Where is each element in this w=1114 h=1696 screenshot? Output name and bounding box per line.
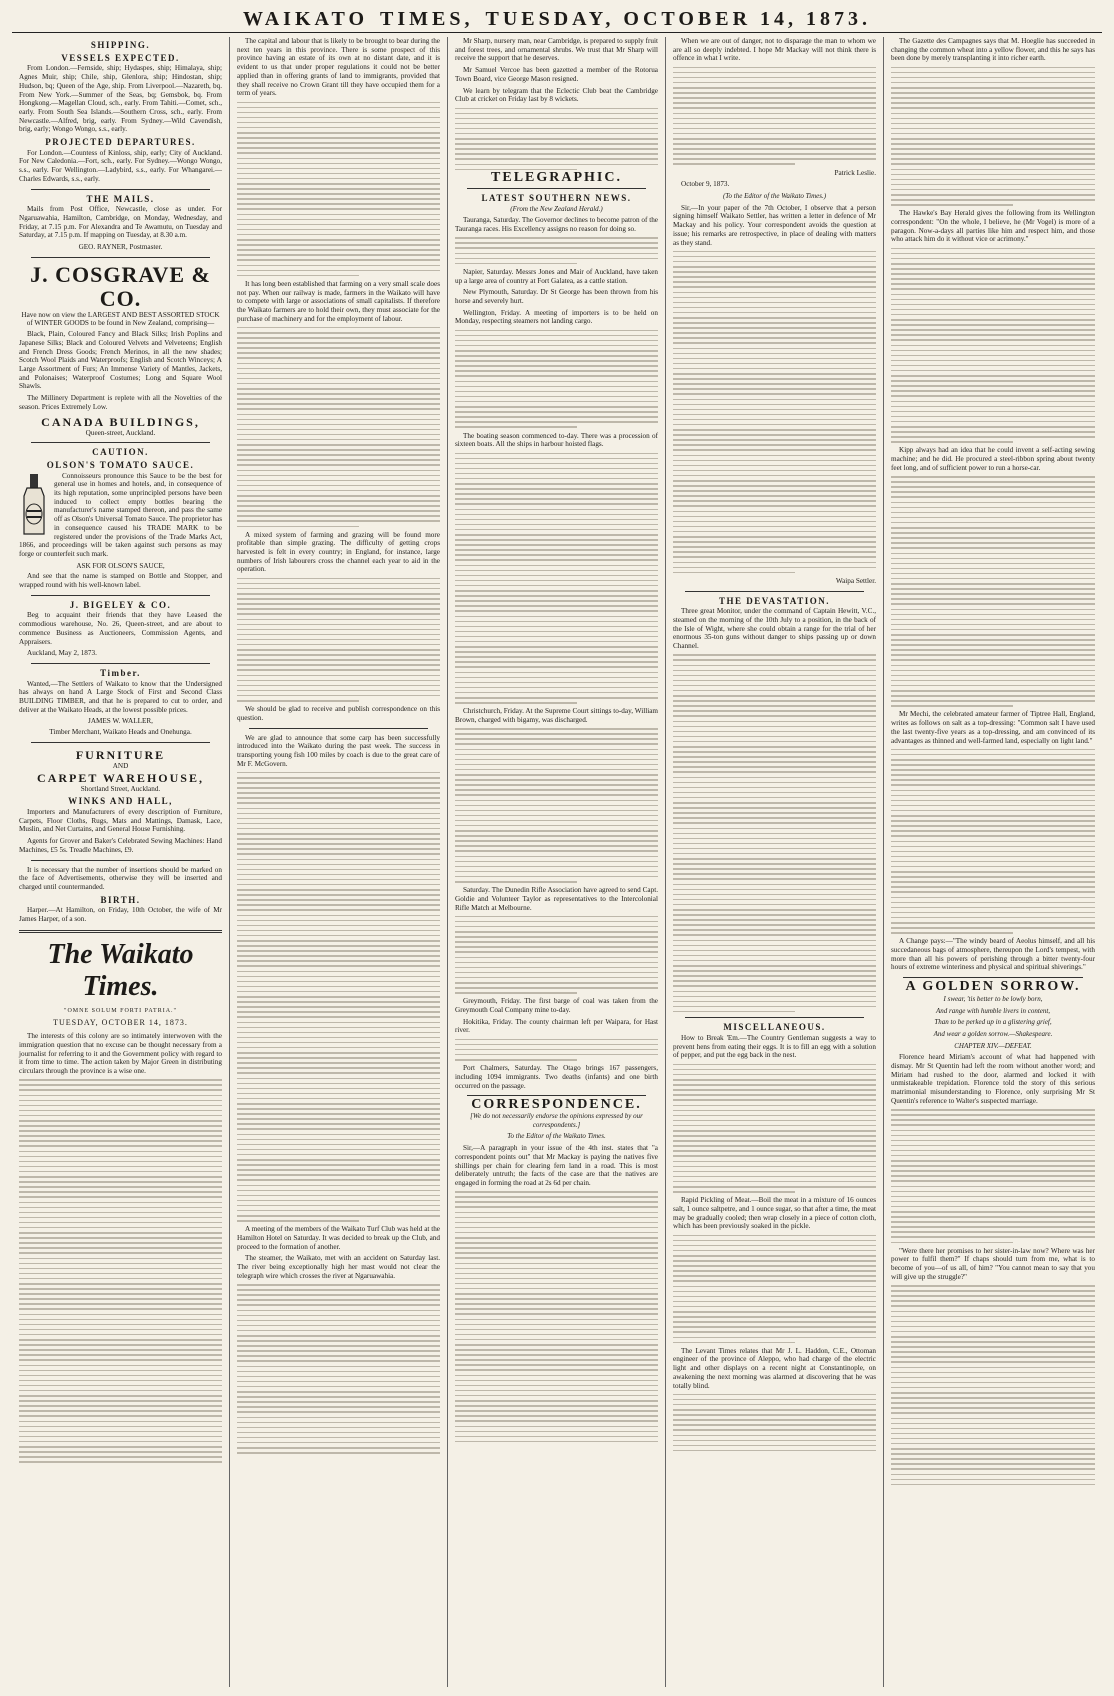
text-lines [673,67,876,165]
golden-sorrow-heading: A GOLDEN SORROW. [905,979,1081,995]
waller-name: JAMES W. WALLER, [88,717,153,726]
column-2 [230,37,448,1687]
letter2-body: Sir,—In your paper of the 7th October, I observe that a person signing himself Waikato Settler, has written a letter in defence of Mr Mackay and his policy. Your correspondent avoids the question at issue; his remarks are retrospective, in place of dealing with matters as they stand. [673,203,876,247]
boating-news: The boating season commenced to-day. There was a procession of sixteen boats. All the ships in harbour hoisted flags. [455,431,658,449]
masthead-times: TIMES, [380,7,474,30]
divider [903,977,1083,978]
furniture-advert [19,748,222,793]
divider [31,742,210,743]
furniture-address: Shortland Street, Auckland. [80,784,161,793]
column-1 [12,37,230,1687]
turf-club-news: A meeting of the members of the Waikato Turf Club was held at the Hamilton Hotel on Saturday. It was decided to break up the Club, and proceed to the formation of another. [237,1225,440,1251]
double-rule [19,930,222,933]
text-lines [455,1191,658,1442]
bigeley-body: Beg to acquaint their friends that they have Leased the commodious warehouse, No. 26, Queen-street, and are about to commence Business as Auctioneers, Commission Agents, and Appraisers. [19,611,222,646]
paper-date: TUESDAY, OCTOBER 14, 1873. [53,1018,188,1028]
masthead-date: TUESDAY, OCTOBER 14, 1873. [485,7,872,30]
misc-levant: The Levant Times relates that Mr J. L. Haddon, C.E., Ottoman engineer of the province of Aleppo, who had charge of the electric light and other displays on a recent night at Constantinople, on awakening the next morning was alarmed at discovering that he was totally blind. [673,1346,876,1390]
cosgrave-note: The Millinery Department is replete with all the Novelties of the season. Prices Extremely Low. [19,394,222,411]
birth-body: Harper.—At Hamilton, on Friday, 10th October, the wife of Mr James Harper, of a son. [19,906,222,924]
column-5 [884,37,1102,1687]
leader-paragraph-2: It has long been established that farming on a very small scale does not pay. When our railway is made, farmers in the Waikato will have to compete with large or associations of small capitalists. If therefore the Waikato farmers are to hold their own, they must associate for the purchase of machinery and for the employment of labour. [237,279,440,323]
sauce-bottle-illustration [19,474,49,536]
change-paragraph: A Change pays:—"The windy beard of Aeolus himself, and all his succedaneous bags of atmosphere, thereupon the Lord's tempest, with more than all his powers of perishing through a bitter twenty-four hours of extreme winteriness and physical and spiritual shiverings." [891,937,1095,972]
paper-title: The Waikato Times. [47,938,194,1002]
text-lines [237,772,440,1222]
misc-pickling: Rapid Pickling of Meat.—Boil the meat in a mixture of 16 ounces salt, 1 ounce saltpetre, and 1 ounce sugar, so that after a time, the meat may be gradually cooled; then wrap closely in a piece of cotton cloth, which has been previously soaked in the pickle. [673,1196,876,1231]
devastation-heading: THE DEVASTATION. [718,595,831,606]
divider [685,1017,864,1018]
vessels-heading: VESSELS EXPECTED. [61,52,180,63]
new-plymouth-news: New Plymouth, Saturday. Dr St George has been thrown from his horse and severely hurt. [455,288,658,305]
column-3 [448,37,666,1687]
hokitika-news: Hokitika, Friday. The county chairman left per Waipara, for Hast river. [455,1017,658,1035]
masthead [12,6,1102,33]
text-lines [455,916,658,994]
carp-paragraph: We are glad to announce that some carp has been successfully introduced into the Waikato during the past week. The success in transporting young fish 100 miles by coach is due to the great care of Mr F. McGovern. [237,733,440,768]
canada-buildings-street: Queen-street, Auckland. [85,428,156,437]
dunedin-news: Saturday. The Dunedin Rifle Association have agreed to send Capt. Goldie and Volunteer Taylor as representatives to the Intercolonial Rifle Match at Melbourne. [455,886,658,912]
correspondence-continued: When we are out of danger, not to disparage the man to whom we are all so deeply indebted. I hope Mr Mackay will not think there is offence in what I write. [673,37,876,63]
text-lines [673,1394,876,1452]
divider [31,189,210,190]
latest-news-source: (From the New Zealand Herald.) [510,204,603,213]
text-lines [237,578,440,702]
olson-footer: And see that the name is stamped on Bottle and Stopper, and wrapped round with his well-known label. [19,572,222,590]
divider [249,728,428,729]
text-lines [237,327,440,527]
wellington-news: Wellington, Friday. A meeting of importers is to be held on Monday, respecting steamers not landing cargo. [455,308,658,326]
divider [31,663,210,664]
leader-paragraph-3: A mixed system of farming and grazing will be found more profitable than simple grazing. The difficulty of getting crops harvested is felt in every country; in England, for instance, large numbers of Irish labourers cross the channel each year to aid in the operation. [237,530,440,574]
vessels-list: From London.—Fernside, ship; Hydaspes, ship; Himalaya, ship; Agnes Muir, ship; Chile, ship, Glenlora, ship; Hindostan, ship; Hudson, bq; Queen of the Age, ship. From Liverpool.—Nazareth, bq. From New York.—Summer of the Seas, bq; Gemsbok, bq. From Hongkong.—Magellan Cloud, sch., early. From Tahiti.—Comet, sch., early. From South Sea Islands.—Southern Cross, sch., early. From Newcastle.—Alfred, brig, early. From Sydney.—Wild Cavendish, brig, early; Wongo Wongo, s.s., early. [19,64,222,134]
chapter-heading: CHAPTER XIV.—DEFEAT. [954,1041,1032,1050]
kipp-paragraph: Kipp always had an idea that he could invent a self-acting sewing machine; and he did. He procured a steel-ribbon spring about twenty feet long, and of sufficient power to run a horse-car. [891,446,1095,472]
letter2-signature: Waipa Settler. [835,576,876,585]
columns [12,37,1102,1687]
leader-paragraph-1: The capital and labour that is likely to be brought to bear during the next ten years in this province. There is some prospect of this province having an estate of its own at no distant date, and it is evident to us that under proper regulations it could not be better applied than in offering grants of land to immigrants, provided that they shall receive no Crown Grant till they have occupied them for a term of years. [237,37,440,98]
furniture-and: AND [112,761,129,770]
insertions-notice: It is necessary that the number of insertions should be marked on the face of Advertisements, otherwise they will be inserted and charged until countermanded. [19,865,222,891]
timber-heading: Timber. [100,667,141,678]
cosgrave-goods-list: Black, Plain, Coloured Fancy and Black Silks; Irish Poplins and Japanese Silks; Black and Coloured Velvets and Velveteens; English and French Dress Goods; French Merinos, in all the new shades; Scotch Wool Plaids and Waterproofs; English and Scotch Winceys; A Large Assortment of Furs; An Immense Variety of Mantles, Jackets, and Polonaises; Waterproof Costumes; Long and Square Wool Shawls. [19,330,222,391]
tauranga-news: Tauranga, Saturday. The Governor declines to become patron of the Tauranga races. His Excellency assigns no reason for doing so. [455,216,658,233]
birth-heading: BIRTH. [100,894,141,905]
leader-opening: The interests of this colony are so intimately interwoven with the immigration question that no excuse can be thought necessary from a journalist for referring to it and the Government policy with regard to it from time to time. The action taken by Major Green in distributing circulars through the province is a wise one. [19,1032,222,1075]
story-paragraph-1: Florence heard Miriam's account of what had happened with dismay. Mr St Quentin had left the room without another word; and Miriam had rushed to the door, alarmed and locked it with unmistakeable trepidation. Florence told the story of this serious matrimonial misunderstanding to Florence, only surprising Mr St Quentin's reference to Walter's suspected marriage. [891,1053,1095,1105]
verse-line-4: And wear a golden sorrow.—Shakespeare. [933,1029,1053,1038]
telegraphic-heading: TELEGRAPHIC. [491,170,622,186]
waller-address: Timber Merchant, Waikato Heads and Onehunga. [49,728,192,737]
column-4 [666,37,884,1687]
letter-date: October 9, 1873. [681,180,730,189]
verse-line-3: Than to be perked up in a glistering grief, [934,1018,1052,1027]
timber-body: Wanted,—The Settlers of Waikato to know that the Undersigned has always on hand A Large Stock of First and Second Class BUILDING TIMBER, and that he is prepared to cut to order, and deliver at the Waikato Heads, at the lowest possible prices. [19,679,222,714]
divider [467,1095,646,1096]
greymouth-news: Greymouth, Friday. The first barge of coal was taken from the Greymouth Coal Company mine to-day. [455,997,658,1014]
port-chalmers-news: Port Chalmers, Saturday. The Otago brings 167 passengers, including 1094 immigrants. Two deaths (infants) and one birth occurred on the passage. [455,1064,658,1090]
text-lines [891,1285,1095,1485]
text-lines [891,1109,1095,1243]
napier-news: Napier, Saturday. Messrs Jones and Mair of Auckland, have taken up a large area of country at Fort Galatea, as a cattle station. [455,267,658,285]
christchurch-news: Christchurch, Friday. At the Supreme Court sittings to-day, William Brown, charged with bigamy, was discharged. [455,707,658,724]
text-lines [455,330,658,428]
divider [467,188,646,189]
text-lines [673,251,876,573]
divider [685,591,864,592]
text-lines [19,1079,222,1463]
paper-motto: "OMNE SOLUM FORTI PATRIA." [64,1007,177,1014]
text-lines [455,453,658,704]
text-lines [891,476,1095,707]
divider [31,860,210,861]
winks-heading: WINKS AND HALL, [68,796,173,807]
bigeley-name: J. BIGELEY & CO. [69,599,172,610]
text-lines [891,248,1095,443]
correspondence-body: Sir,—A paragraph in your issue of the 4th inst. states that "a correspondent points out" that Mr Mackay is paying the natives five shillings per chain for clearing fern land in a road. This is most deliberately untruth; the facts of the case are that the natives are engaged in forming the road at 2s 6d per chain. [455,1144,658,1187]
letter-signature: Patrick Leslie. [834,168,876,177]
cricket-paragraph: We learn by telegram that the Eclectic Club beat the Cambridge Club at cricket on Friday last by 8 wickets. [455,86,658,104]
departures-list: For London.—Countess of Kinloss, ship, early; City of Auckland. For New Caledonia.—Fort, sch., early. For Sydney.—Wongo Wongo, s.s., early. For Wellington.—Ladybird, s.s., early. For Whangarei.—Charles Edwards, s.s., early. [19,148,222,183]
leader-paragraph-4: We should be glad to receive and publish correspondence on this question. [237,705,440,722]
letter2-addressee: (To the Editor of the Waikato Times.) [722,191,827,200]
text-lines [673,654,876,1012]
correspondence-heading: CORRESPONDENCE. [471,1097,642,1113]
canada-buildings [19,415,222,438]
text-lines [455,108,658,171]
nursery-paragraph: Mr Sharp, nursery man, near Cambridge, is prepared to supply fruit and forest trees, and ornamental shrubs. We trust that Mr Sharp will receive the support that he deserves. [455,37,658,63]
wheat-paragraph: The Gazette des Campagnes says that M. Hoeglie has succeeded in changing the common wheat into a yellow flower, and this he says has been done by merely transplanting it into richer earth. [891,37,1095,63]
olson-body: Connoisseurs pronounce this Sauce to be the best for general use in homes and hotels, and, in consequence of its high reputation, some unprincipled persons have been induced to collect empty bottles bearing the manufacturer's name stamped thereon, and pass the same off as Olson's Universal Tomato Sauce. The proprietor has in consequence caused his TRADE MARK to be registered under the provisions of the Trade Marks Act, 1866, and proceedings will be taken against such persons as may forge or counterfeit such mark. [19,471,222,558]
caution-heading: CAUTION. [92,447,149,458]
canada-buildings-title: CANADA BUILDINGS, [41,414,200,429]
verse-line-2: And range with humble livers in content, [935,1006,1051,1015]
shipping-heading: SHIPPING. [90,40,151,50]
departures-heading: PROJECTED DEPARTURES. [45,137,196,148]
text-lines [455,237,658,264]
masthead-paper-name: WAIKATO [242,7,369,30]
text-lines [891,67,1095,206]
misc-eggs: How to Break 'Em.—The Country Gentleman suggests a way to prevent hens from eating their eggs. It is to fill an egg with a solution of pepper, and put the egg back in the nest. [673,1034,876,1060]
text-lines [891,749,1095,934]
divider [31,442,210,443]
correspondence-disclaimer: [We do not necessarily endorse the opinions expressed by our correspondents.] [470,1111,643,1129]
text-lines [455,728,658,882]
verse-line-1: I swear, 'tis better to be lowly born, [943,994,1043,1003]
text-lines [673,1064,876,1193]
olson-heading: OLSON'S TOMATO SAUCE. [46,459,195,470]
story-paragraph-2: "Were there her promises to her sister-in-law now? Where was her power to fulfil them?" If chaps should turn from me, what is to become of you—of us all, of him? "You cannot mean to say that you will give up the struggle?" [891,1246,1095,1281]
cosgrave-subtitle: Have now on view the LARGEST AND BEST ASSORTED STOCK of WINTER GOODS to be found in New Zealand, comprising— [21,310,220,328]
mails-heading: THE MAILS. [86,193,155,204]
text-lines [455,1039,658,1061]
correspondence-addressee: To the Editor of the Waikato Times. [507,1132,606,1141]
devastation-body: Three great Monitor, under the command of Captain Hewitt, V.C., steamed on the morning of the 10th July to a position, in the back of the Isle of Wight, where she could obtain a range for the trial of her enormous 35-ton guns without danger to ships passing up or down Channel. [673,607,876,651]
bigeley-date: Auckland, May 2, 1873. [27,649,97,658]
text-lines [237,102,440,277]
divider [31,257,210,258]
miscellaneous-heading: MISCELLANEOUS. [723,1022,826,1033]
latest-news-heading: LATEST SOUTHERN NEWS. [481,192,632,203]
furniture-heading: FURNITURE [75,747,166,762]
mechi-paragraph: Mr Mechi, the celebrated amateur farmer of Tiptree Hall, England, writes as follows on salt as a top-dressing: "Common salt I have used the last twenty-five years as a top-dressing, and am convinced of its advantages as thinned and well-farmed land, especially on light land." [891,710,1095,745]
carpet-heading: CARPET WAREHOUSE, [37,770,204,785]
cosgrave-advert [19,263,222,328]
olson-ask: ASK FOR OLSON'S SAUCE, [76,561,165,570]
mails-text: Mails from Post Office, Newcastle, close as under. For Ngaruawahia, Hamilton, Cambridge, on Monday, Wednesday, and Friday, at 7.15 p.m. For Alexandra and Te Awamutu, on Tuesday and Saturday, at 7.15 p.m. If mapping on Tuesday, at 8.30 a.m. [19,205,222,240]
cosgrave-name: J. COSGRAVE & CO. [30,261,211,311]
hawkes-bay-paragraph: The Hawke's Bay Herald gives the following from its Wellington correspondent: "On the whole, I believe, he (Mr Vogel) is more of a paragon. Now-a-days all parties like him and respect him, and those who attack him do it without vice or acrimony." [891,209,1095,244]
winks-agents: Agents for Grover and Baker's Celebrated Sewing Machines: Hand Machines, £5 5s. Treadle Machines, £9. [19,837,222,854]
gazette-paragraph: Mr Samuel Vercoe has been gazetted a member of the Rotorua Town Board, vice George Mason resigned. [455,66,658,83]
winks-body: Importers and Manufacturers of every description of Furniture, Carpets, Floor Cloths, Rugs, Mats and Mattings, Damask, Lace, Muslin, and Net Curtains, and General House Furnishing. [19,808,222,834]
divider [31,595,210,596]
text-lines [237,1284,440,1454]
text-lines [673,1235,876,1343]
postmaster-signature: GEO. RAYNER, Postmaster. [78,243,163,252]
steamer-news: The steamer, the Waikato, met with an accident on Saturday last. The river being exceptionally high her mast would not clear the telegraph wire which crosses the river at Ngaruawahia. [237,1254,440,1280]
